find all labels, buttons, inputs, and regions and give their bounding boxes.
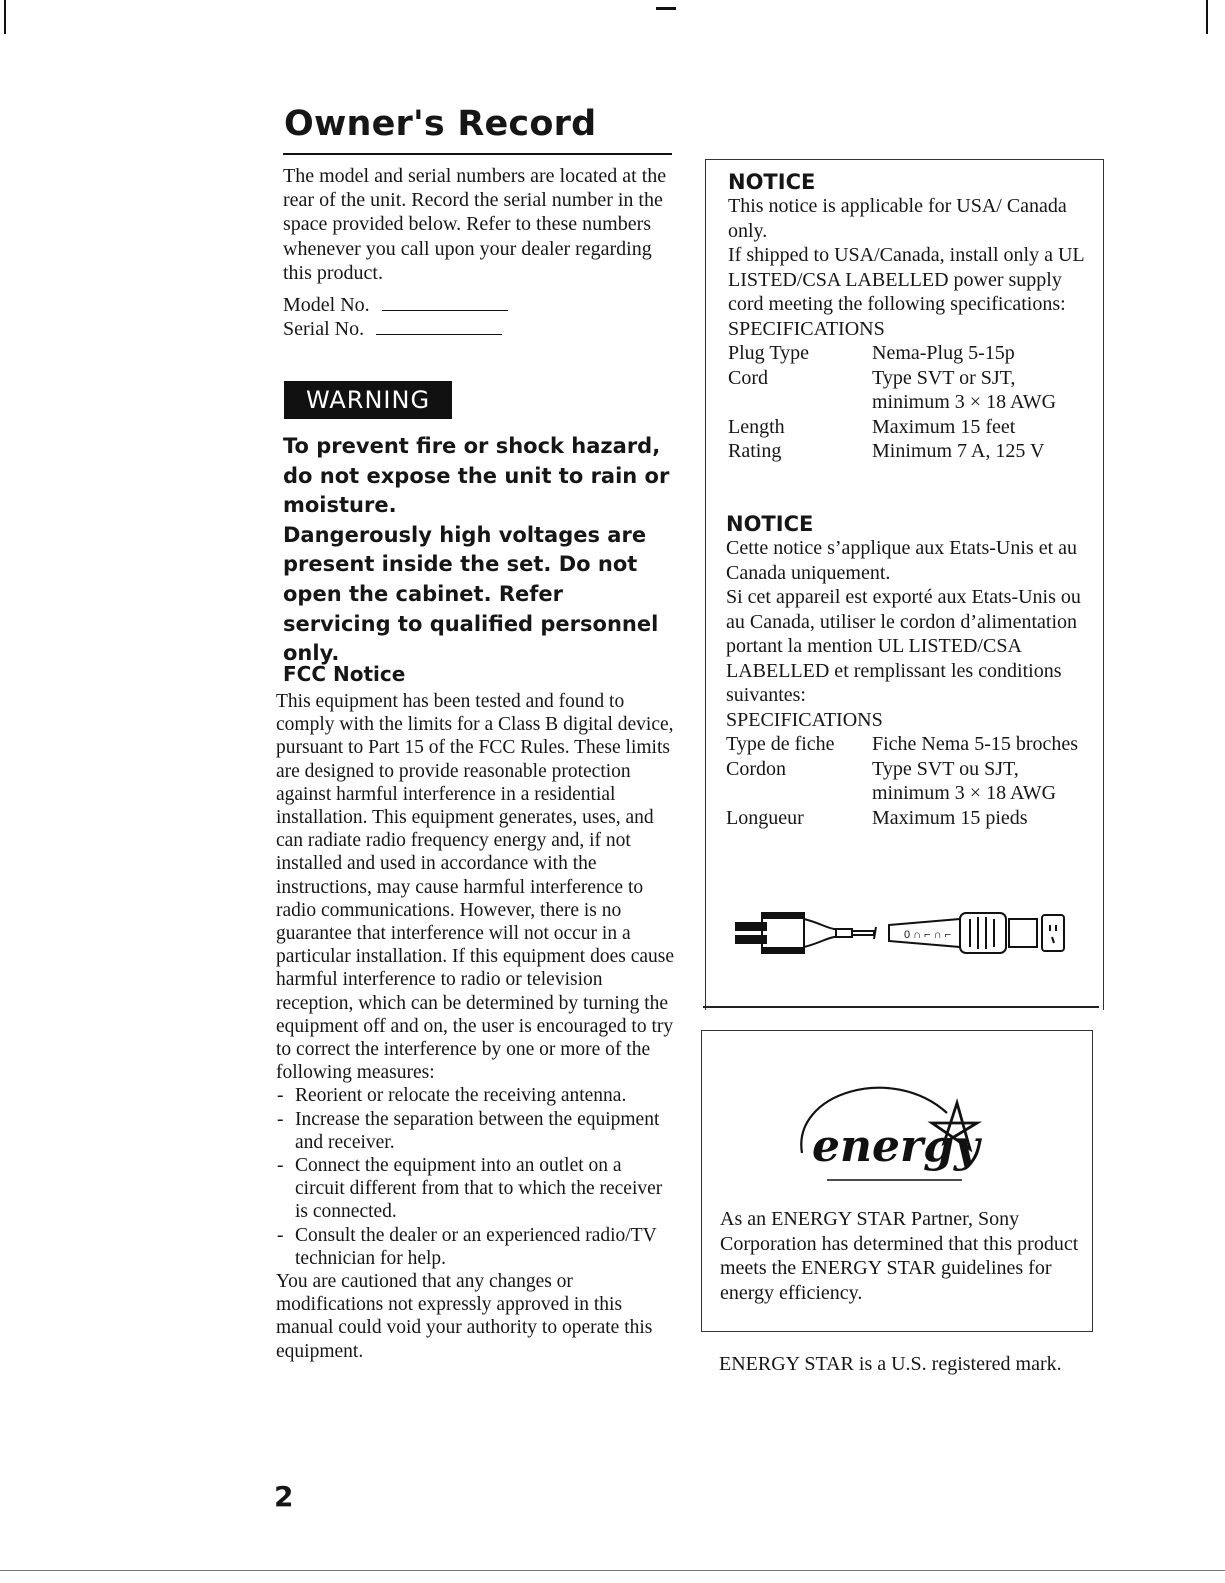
spec-label: Rating xyxy=(728,440,782,462)
serial-number-blank xyxy=(376,320,502,335)
spec-value: Nema-Plug 5-15p xyxy=(872,342,1015,364)
notice-applicability-fr: Cette notice s’applique aux Etats-Unis et au Canada uniquement. xyxy=(726,537,1078,584)
scan-bottom-line xyxy=(0,1570,1225,1571)
notice-instructions-fr: Si cet appareil est exporté aux Etats-Unis ou au Canada, utiliser le cordon d’alimentation portant la mention UL LISTED/CSA LABELLED et remplissant les conditions suivantes: xyxy=(726,586,1081,706)
page-number: 2 xyxy=(274,1480,294,1513)
scan-top-mark xyxy=(656,7,676,10)
spec-value: Maximum 15 pieds xyxy=(872,806,1028,829)
warning-badge: WARNING xyxy=(284,381,452,419)
serial-number-label: Serial No. xyxy=(283,318,365,341)
notice-box-bottom-rule xyxy=(703,1006,1099,1008)
spec-label: Plug Type xyxy=(728,342,810,364)
spec-value: Fiche Nema 5-15 broches xyxy=(872,733,1079,755)
scan-edge-mark-left xyxy=(4,0,6,34)
notice-heading: NOTICE xyxy=(728,170,816,194)
notice-english xyxy=(728,170,1090,464)
owners-record-section xyxy=(283,164,683,341)
intro-text: The model and serial numbers are located at the rear of the unit. Record the serial number in the space provided below. Refer to these numbers whenever you call upon your dealer regarding this product. xyxy=(283,165,667,284)
notice-box xyxy=(705,159,1104,1010)
spec-row xyxy=(726,757,1082,806)
spec-row xyxy=(728,341,1082,366)
page-title: Owner's Record xyxy=(284,104,597,144)
energy-star-statement: As an ENERGY STAR Partner, Sony Corporation has determined that this product meets the ENERGY STAR guidelines for energy efficiency. xyxy=(720,1208,1079,1304)
fcc-paragraph: This equipment has been tested and found to comply with the limits for a Class B digital device, pursuant to Part 15 of the FCC Rules. These limits are designed to provide reasonable protection against harmful interference in a residential installation. This equipment generates, uses, and can radiate radio frequency energy and, if not installed and used in accordance with the instructions, may cause harmful interference to radio communications. However, there is no guarantee that interference will not occur in a particular installation. If this equipment does cause harmful interference to radio or television reception, which can be determined by turning the equipment off and on, the user is encouraged to try to correct the interference by one or more of the following measures: xyxy=(276,691,675,1084)
fcc-measure-item: - Increase the separation between the equipment and receiver. xyxy=(276,1108,676,1154)
spec-label: Cord xyxy=(728,366,768,389)
fcc-measure-item: - Reorient or relocate the receiving antenna. xyxy=(276,1084,676,1107)
notice-heading-fr: NOTICE xyxy=(726,512,814,536)
fcc-notice-body xyxy=(276,690,676,1363)
spec-value: Minimum 7 A, 125 V xyxy=(872,440,1045,462)
spec-value: Type SVT ou SJT, minimum 3 × 18 AWG xyxy=(872,757,1057,804)
svg-text:0 ∩ ⌐ ∩ ⌐: 0 ∩ ⌐ ∩ ⌐ xyxy=(904,929,952,941)
warning-text xyxy=(283,432,673,669)
spec-row xyxy=(726,806,1082,831)
spec-row xyxy=(726,732,1082,757)
specifications-table xyxy=(728,341,1082,464)
model-number-label: Model No. xyxy=(283,294,370,317)
fcc-notice-heading: FCC Notice xyxy=(283,662,406,686)
spec-row xyxy=(728,366,1082,415)
serial-number-field xyxy=(283,317,683,341)
specifications-heading-fr: SPECIFICATIONS xyxy=(726,708,883,731)
specifications-table-fr xyxy=(726,732,1082,830)
scan-edge-mark-right xyxy=(1206,0,1208,34)
fcc-measure-item: - Consult the dealer or an experienced radio/TV technician for help. xyxy=(276,1224,676,1270)
spec-label: Longueur xyxy=(726,806,804,829)
notice-french xyxy=(726,512,1092,830)
title-rule xyxy=(283,153,672,155)
warning-line-voltage: Dangerously high voltages are present inside the set. Do not open the cabinet. Refer servicing to qualified personnel only. xyxy=(283,522,659,666)
spec-row xyxy=(728,439,1082,464)
spec-label: Length xyxy=(728,415,785,438)
power-cord-plug-icon xyxy=(724,905,1069,961)
fcc-caution: You are cautioned that any changes or modifications not expressly approved in this manual could void your authority to operate this equipment. xyxy=(276,1271,653,1362)
specifications-heading: SPECIFICATIONS xyxy=(728,317,885,340)
spec-value: Maximum 15 feet xyxy=(872,415,1016,438)
energy-logo-text: energy xyxy=(812,1121,980,1172)
model-number-blank xyxy=(382,296,508,311)
energy-star-trademark: ENERGY STAR is a U.S. registered mark. xyxy=(719,1353,1062,1375)
warning-line-fire: To prevent fire or shock hazard, do not expose the unit to rain or moisture. xyxy=(283,434,670,518)
fcc-measures-list xyxy=(276,1084,676,1270)
spec-value: Type SVT or SJT, minimum 3 × 18 AWG xyxy=(872,366,1057,413)
spec-label: Type de fiche xyxy=(726,733,835,755)
notice-applicability: This notice is applicable for USA/ Canada only. xyxy=(728,195,1067,242)
spec-label: Cordon xyxy=(726,757,786,780)
fcc-measure-item: - Connect the equipment into an outlet on a circuit different from that to which the receiver is connected. xyxy=(276,1154,676,1224)
notice-instructions: If shipped to USA/Canada, install only a UL LISTED/CSA LABELLED power supply cord meeting the following specifications: xyxy=(728,244,1084,315)
model-number-field xyxy=(283,293,683,317)
energy-star-logo-icon xyxy=(772,1053,1002,1193)
spec-row xyxy=(728,415,1082,440)
